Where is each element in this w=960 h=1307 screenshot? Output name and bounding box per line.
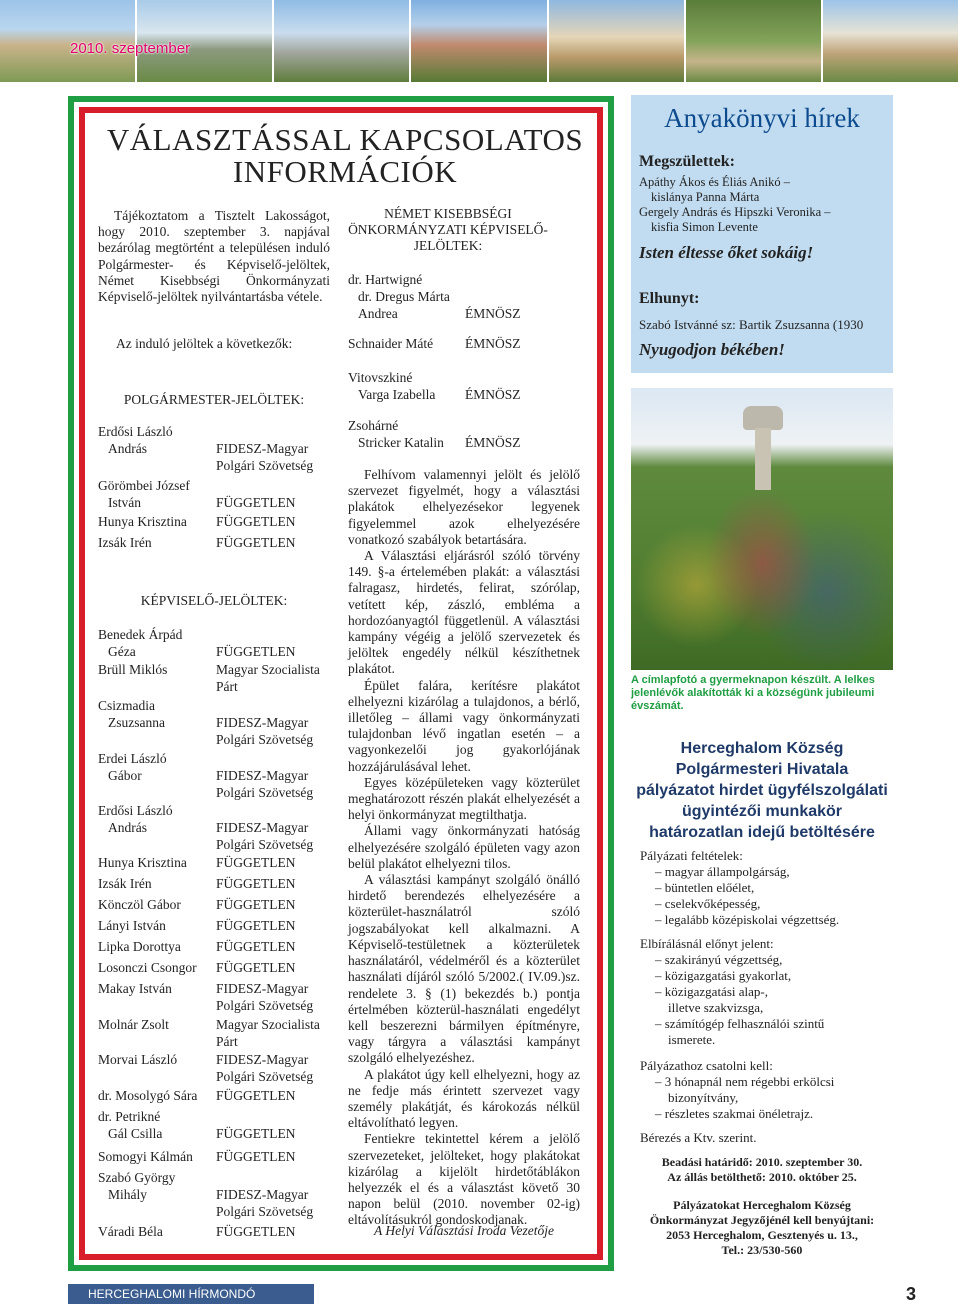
party-line: FIDESZ-Magyar	[216, 819, 309, 835]
candidate-name-line: dr. Mosolygó Sára	[98, 1088, 198, 1103]
candidate-name	[98, 751, 216, 785]
died-label: Elhunyt:	[639, 290, 700, 307]
candidate-name	[98, 535, 216, 552]
candidate-party: ÉMNÖSZ	[465, 386, 521, 402]
party-line: FÜGGETLEN	[216, 876, 296, 891]
party-line: FÜGGETLEN	[216, 897, 296, 912]
candidate-name-line: Lipka Dorottya	[98, 939, 181, 954]
candidate-name	[98, 514, 216, 531]
footer-bar: HERCEGHALOMI HÍRMONDÓ	[68, 1284, 314, 1304]
candidate-name-line: Vitovszkiné	[348, 370, 413, 385]
candidate-name-line: Gábor	[108, 767, 142, 783]
body-paragraph: A választási kampányt szolgáló önálló hirdető berendezés elhelyezésére a közterület-használatról szóló jogszabályokat kell alkalmazni. A Képviselő-testületnek a közterületek használatáról, védelméről és a közterület használati díjáról szóló 5/2002.( IV.09.)sz. rendelete 3. § (1) bekezdés b.) pontja értelmében közterül-használati engedélyt kell beszerezni bármilyen építményre, vagy tárgyra a választási kampányt szolgáló elhelyezéshez.	[348, 872, 580, 1066]
candidate-party	[216, 820, 326, 854]
born-line: kislánya Panna Márta	[651, 190, 760, 204]
candidate-party	[216, 1126, 326, 1143]
attachment-item: – 3 hónapnál nem régebbi erkölcsi	[655, 1074, 835, 1089]
born-label: Megszülettek:	[639, 153, 735, 170]
mayor-heading: POLGÁRMESTER-JELÖLTEK:	[123, 392, 305, 407]
party-line: FIDESZ-Magyar	[216, 767, 309, 783]
article-body	[348, 467, 580, 1229]
candidate-name-line: Hunya Krisztina	[98, 514, 187, 529]
candidate-name-line: dr. Dregus Márta	[358, 288, 450, 304]
registry-title: Anyakönyvi hírek	[664, 103, 860, 133]
candidate-name	[98, 424, 216, 458]
candidate-party	[216, 535, 326, 552]
candidate-name-line: Mihály	[108, 1186, 147, 1202]
advantage-item: – közigazgatási gyakorlat,	[655, 968, 792, 983]
candidate-party: ÉMNÖSZ	[465, 305, 521, 321]
body-paragraph: Épület falára, kerítésre plakátot elhelyezni kizárólag a tulajdonos, a bérlő, illetőleg – állami vagy önkormányzati tulajdonban lévő ingatlan esetén – a vagyonkezelői jog gyakorlójának hozzájárulásával lehet.	[348, 677, 580, 774]
signature: A Helyi Választási Iroda Vezetője	[374, 1223, 554, 1238]
party-line: Magyar Szocialista	[216, 662, 320, 677]
candidate-name	[98, 803, 216, 837]
job-title-line: határozatlan idejű betöltésére	[649, 824, 875, 841]
party-line: Párt	[216, 1033, 238, 1049]
candidate-name	[98, 1088, 216, 1105]
attachment-item: bizonyítvány,	[668, 1090, 739, 1105]
candidate-name-line: Varga Izabella	[358, 386, 436, 402]
party-line: FIDESZ-Magyar	[216, 1186, 309, 1202]
advantage-item: – számítógép felhasználói szintű	[655, 1016, 825, 1031]
article-title	[100, 124, 590, 188]
candidate-party	[216, 441, 326, 475]
candidate-name-line: András	[108, 819, 147, 835]
rep-heading: KÉPVISELŐ-JELÖLTEK:	[140, 593, 288, 608]
candidate-name-line: Stricker Katalin	[358, 434, 444, 450]
candidate-name	[98, 1052, 216, 1069]
candidate-name-line: Gál Csilla	[108, 1125, 163, 1141]
candidate-name-line: Benedek Árpád	[98, 627, 183, 642]
advantages-label: Elbírálásnál előnyt jelent:	[640, 936, 774, 951]
candidate-party	[216, 1187, 326, 1221]
candidate-name	[98, 478, 216, 512]
candidate-name	[348, 418, 466, 452]
party-line: FÜGGETLEN	[216, 855, 296, 870]
title-line: VÁLASZTÁSSAL KAPCSOLATOS	[106, 122, 584, 157]
candidate-party	[216, 1052, 326, 1086]
body-paragraph: Fentiekre tekintettel kérem a jelölő szervezeteket, jelölteket, hogy plakátokat kizárólag a kijelölt hirdetőtáblákon helyezzék el és a választást követő 30 napon belül (2010. november 02-ig) eltávolításukról gondoskodjanak.	[348, 1131, 580, 1228]
candidate-name	[348, 272, 466, 322]
attachments-label: Pályázathoz csatolni kell:	[640, 1058, 773, 1073]
party-line: FÜGGETLEN	[216, 1224, 296, 1239]
header-photo	[411, 0, 548, 82]
candidate-party	[216, 855, 326, 872]
candidate-party: ÉMNÖSZ	[465, 434, 521, 450]
candidate-name	[98, 1149, 216, 1166]
candidate-name-line: dr. Hartwigné	[348, 272, 423, 287]
born-line: kisfia Simon Levente	[651, 220, 758, 234]
candidate-party	[216, 897, 326, 914]
candidate-party	[216, 960, 326, 977]
candidate-name-line: Schnaider Máté	[348, 336, 434, 351]
candidate-name	[98, 960, 216, 977]
party-line: Magyar Szocialista	[216, 1017, 320, 1032]
party-line: Polgári Szövetség	[216, 1203, 314, 1219]
party-line: FÜGGETLEN	[216, 643, 296, 659]
job-start: Az állás betölthető: 2010. október 25.	[667, 1170, 857, 1184]
candidate-name	[98, 897, 216, 914]
candidate-name	[348, 336, 466, 353]
advantage-item: ismerete.	[668, 1032, 716, 1047]
party-line: FIDESZ-Magyar	[216, 1052, 309, 1067]
candidate-party	[216, 939, 326, 956]
candidate-name	[98, 627, 216, 661]
party-line: FÜGGETLEN	[216, 939, 296, 954]
candidate-party	[216, 768, 326, 802]
candidate-name-line: Lányi István	[98, 918, 166, 933]
water-tower-shaft	[755, 428, 771, 490]
candidate-name-line: Izsák Irén	[98, 535, 152, 550]
candidate-name-line: Erdei László	[98, 751, 167, 766]
candidate-name-line: Szabó György	[98, 1170, 176, 1185]
candidate-name-line: Erdősi László	[98, 424, 173, 439]
candidate-name	[98, 1224, 216, 1241]
job-title-line: pályázatot hirdet ügyfélszolgálati	[636, 782, 888, 799]
candidate-name-line: Andrea	[358, 305, 398, 321]
candidate-party	[216, 918, 326, 935]
candidate-name-line: Görömbei József	[98, 478, 190, 493]
job-deadline: Beadási határidő: 2010. szeptember 30.	[661, 1155, 863, 1169]
born-line: Gergely András és Hipszki Veronika –	[639, 205, 831, 219]
candidate-name-line: Molnár Zsolt	[98, 1017, 169, 1032]
party-line: FÜGGETLEN	[216, 960, 296, 975]
party-line: Polgári Szövetség	[216, 457, 314, 473]
water-tower	[743, 406, 783, 430]
job-title	[631, 738, 893, 843]
candidate-name-line: István	[108, 494, 141, 510]
candidate-party	[216, 644, 326, 661]
party-line: Polgári Szövetség	[216, 997, 314, 1013]
candidate-party	[216, 662, 326, 696]
candidate-party	[216, 876, 326, 893]
job-title-line: Herceghalom Község	[680, 740, 844, 757]
candidate-party	[216, 495, 326, 512]
candidate-name-line: Morvai László	[98, 1052, 178, 1067]
candidate-name	[98, 1017, 216, 1034]
candidate-party	[216, 981, 326, 1015]
condition-item: – cselekvőképesség,	[655, 896, 761, 911]
attachment-item: – részletes szakmai önéletrajz.	[655, 1106, 814, 1121]
candidate-name	[98, 939, 216, 956]
job-submit-line: Pályázatokat Herceghalom Község	[673, 1198, 851, 1212]
body-paragraph: A Választási eljárásról szóló törvény 149. §-a értelemében plakát: a választási falragasz, hirdetés, felirat, szórólap, vetített kép, zászló, embléma a hordozóanyagtól függetlenül. A választási kampány végéig a jelölő szervezetek és jelöltek engedély nélkül készíthetnek plakátot.	[348, 548, 580, 677]
party-line: FÜGGETLEN	[216, 535, 296, 550]
candidate-party	[216, 1149, 326, 1166]
job-advantages	[640, 936, 824, 1048]
body-paragraph: Egyes középületeken vagy közterület meghatározott részén plakát elhelyezését a helyi önkormányzat megtilthatja.	[348, 774, 580, 823]
candidate-name-line: dr. Petrikné	[98, 1109, 161, 1124]
born-line: Apáthy Ákos és Éliás Anikó –	[639, 175, 791, 189]
header-photo	[823, 0, 960, 82]
condition-item: – magyar állampolgárság,	[655, 864, 790, 879]
page-number: 3	[906, 1284, 917, 1304]
candidate-name-line: Makay István	[98, 981, 172, 996]
candidate-name-line: Könczöl Gábor	[98, 897, 181, 912]
cover-photo	[631, 388, 893, 670]
condition-item: – büntetlen előélet,	[655, 880, 755, 895]
died-wish: Nyugodjon békében!	[639, 340, 785, 359]
job-submit-line: 2053 Herceghalom, Gesztenyés u. 13.,	[666, 1228, 858, 1242]
party-line: Polgári Szövetség	[216, 836, 314, 852]
candidate-name	[98, 1170, 216, 1204]
intro-paragraph: Tájékoztatom a Tisztelt Lakosságot, hogy 2010. szeptember 3. napjával bezárólag megtörtént a településen induló Polgármester- és Képviselő-jelöltek, Német Kisebbségi Önkormányzati Képviselő-jelöltek nyilvántartásba vétele.	[98, 208, 330, 305]
header-photo	[686, 0, 823, 82]
party-line: FÜGGETLEN	[216, 1088, 296, 1103]
born-wish: Isten éltesse őket sokáig!	[639, 243, 814, 262]
party-line: FÜGGETLEN	[216, 918, 296, 933]
candidate-name-line: Zsohárné	[348, 418, 399, 433]
party-line: Polgári Szövetség	[216, 784, 314, 800]
advantage-item: – közigazgatási alap-,	[655, 984, 768, 999]
candidate-name-line: Csizmadia	[98, 698, 155, 713]
body-paragraph: Felhívom valamennyi jelölt és jelölő szervezet figyelmét, hogy a választási plakátok elhelyezésekor legyenek figyelemmel azok elhelyezésére vonatkozó szabályok betartására.	[348, 467, 580, 547]
header-photo	[274, 0, 411, 82]
german-heading: NÉMET KISEBBSÉGI ÖNKORMÁNYZATI KÉPVISELŐ-JELÖLTEK:	[348, 206, 548, 253]
candidate-party	[216, 1017, 326, 1051]
candidate-name-line: Brüll Miklós	[98, 662, 168, 677]
party-line: FIDESZ-Magyar	[216, 440, 309, 456]
job-attachments	[640, 1058, 834, 1122]
issue-month: 2010. szeptember	[70, 40, 191, 57]
candidate-name	[98, 918, 216, 935]
candidate-name	[98, 698, 216, 732]
candidate-name	[98, 662, 216, 679]
party-line: Párt	[216, 678, 238, 694]
candidate-name-line: Géza	[108, 643, 136, 659]
party-line: FIDESZ-Magyar	[216, 714, 309, 730]
party-line: FÜGGETLEN	[216, 514, 296, 529]
title-line: INFORMÁCIÓK	[232, 154, 458, 189]
advantage-item: illetve szakvizsga,	[668, 1000, 764, 1015]
party-line: FIDESZ-Magyar	[216, 981, 309, 996]
party-line: Polgári Szövetség	[216, 731, 314, 747]
intro-paragraph-2: Az induló jelöltek a következők:	[116, 336, 293, 351]
body-paragraph: A plakátot úgy kell elhelyezni, hogy az ne fedje más érintett szervezet vagy személy plakátját, és károkozás nélkül eltávolítható legyen.	[348, 1066, 580, 1131]
candidate-name-line: András	[108, 440, 147, 456]
candidate-name-line: Somogyi Kálmán	[98, 1149, 193, 1164]
candidate-name-line: Zsuzsanna	[108, 714, 165, 730]
candidate-name-line: Erdősi László	[98, 803, 173, 818]
party-line: Polgári Szövetség	[216, 1068, 314, 1084]
advantage-item: – szakirányú végzettség,	[655, 952, 783, 967]
job-submit-line: Önkormányzat Jegyzőjénél kell benyújtani:	[649, 1213, 875, 1227]
candidate-party	[216, 1088, 326, 1105]
registry-box	[631, 95, 893, 373]
candidate-party	[216, 514, 326, 531]
conditions-label: Pályázati feltételek:	[640, 848, 743, 863]
candidate-name	[348, 370, 466, 404]
job-title-line: Polgármesteri Hivatala	[675, 761, 849, 778]
party-line: FÜGGETLEN	[216, 1125, 296, 1141]
photo-caption: A címlapfotó a gyermeknapon készült. A lelkes jelenlévők alakították ki a községünk jubileumi évszámát.	[631, 674, 875, 712]
candidate-name	[98, 876, 216, 893]
header-photo	[549, 0, 686, 82]
job-submit-line: Tel.: 23/530-560	[721, 1243, 803, 1257]
candidate-party: ÉMNÖSZ	[465, 336, 521, 351]
candidate-name	[98, 981, 216, 998]
job-salary: Bérezés a Ktv. szerint.	[640, 1130, 757, 1145]
job-conditions	[640, 848, 839, 928]
candidate-party	[216, 1224, 326, 1241]
party-line: FÜGGETLEN	[216, 494, 296, 510]
candidate-name-line: Váradi Béla	[98, 1224, 163, 1239]
condition-item: – legalább középiskolai végzettség.	[655, 912, 840, 927]
body-paragraph: Állami vagy önkormányzati hatóság elhelyezésére szolgáló épületen vagy azon belül plakátot elhelyezni tilos.	[348, 823, 580, 871]
party-line: FÜGGETLEN	[216, 1149, 296, 1164]
candidate-name	[98, 855, 216, 872]
candidate-name-line: Izsák Irén	[98, 876, 152, 891]
candidate-name-line: Hunya Krisztina	[98, 855, 187, 870]
job-title-line: ügyintézői munkakör	[681, 803, 843, 820]
candidate-name-line: Losonczi Csongor	[98, 960, 197, 975]
candidate-party	[216, 715, 326, 749]
died-line: Szabó Istvánné sz: Bartik Zsuzsanna (1930	[639, 317, 864, 332]
candidate-name	[98, 1109, 216, 1143]
